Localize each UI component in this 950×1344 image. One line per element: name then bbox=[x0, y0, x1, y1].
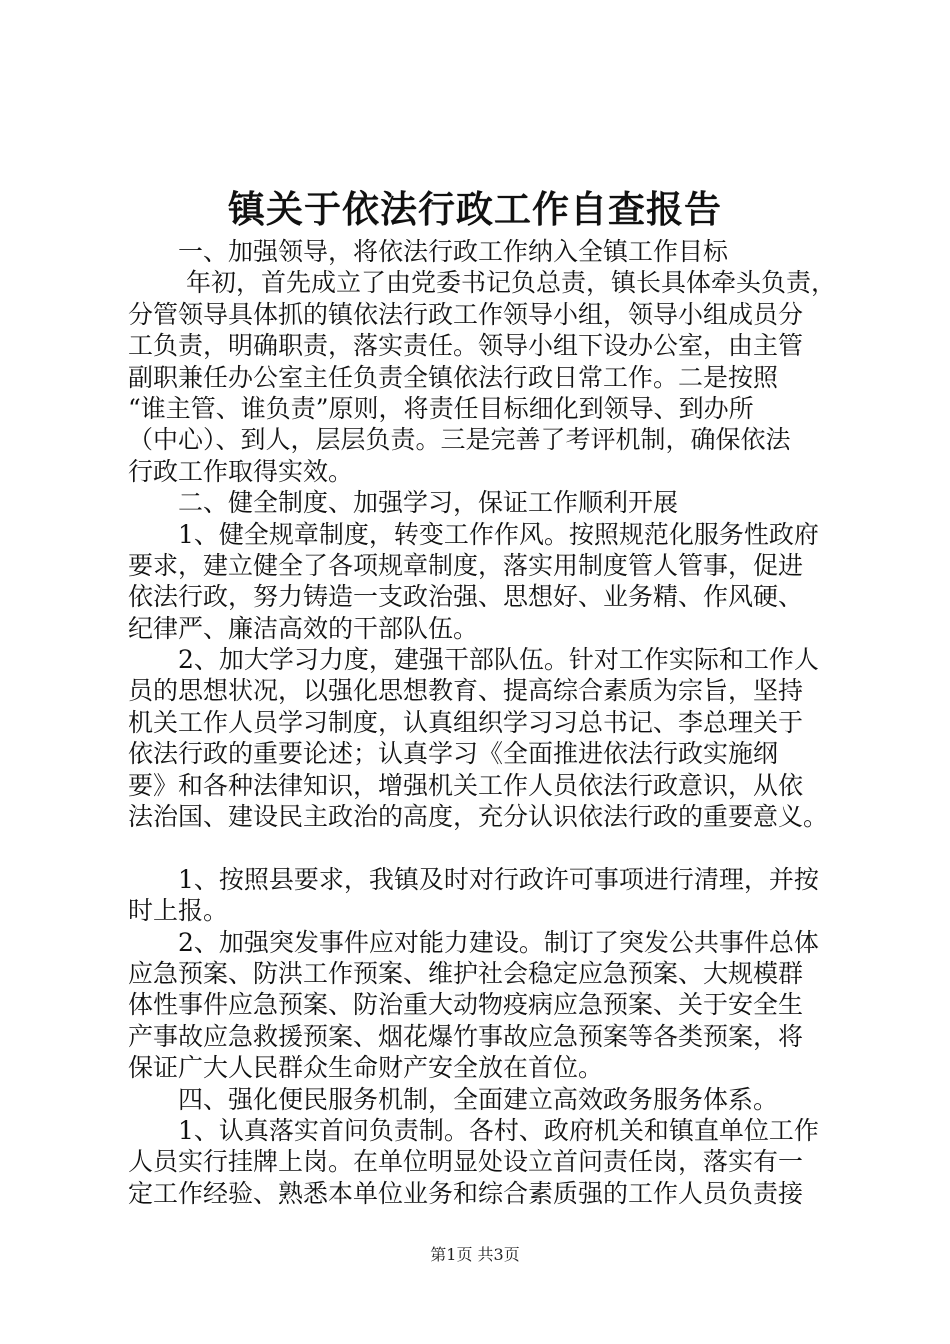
paragraph-line: 依法行政的重要论述；认真学习《全面推进依法行政实施纲 bbox=[128, 739, 779, 769]
paragraph-line: 纪律严、廉洁高效的干部队伍。 bbox=[128, 613, 479, 643]
paragraph-line: 法治国、建设民主政治的高度，充分认识依法行政的重要意义。 bbox=[128, 802, 829, 832]
paragraph-line: 1、按照县要求，我镇及时对行政许可事项进行清理，并按 bbox=[178, 864, 819, 894]
paragraph-line: 工负责，明确职责，落实责任。领导小组下设办公室，由主管 bbox=[128, 331, 804, 361]
paragraph-line: 2、加大学习力度，建强干部队伍。针对工作实际和工作人 bbox=[178, 645, 819, 675]
page-footer: 第1页 共3页 bbox=[430, 1245, 520, 1264]
paragraph-line: 保证广大人民群众生命财产安全放在首位。 bbox=[128, 1053, 604, 1083]
paragraph-line: 要》和各种法律知识，增强机关工作人员依法行政意识，从依 bbox=[128, 770, 804, 800]
paragraph-line: 产事故应急救援预案、烟花爆竹事故应急预案等各类预案，将 bbox=[128, 1021, 804, 1051]
paragraph-line: 时上报。 bbox=[128, 896, 229, 926]
paragraph-line: 应急预案、防洪工作预案、维护社会稳定应急预案、大规模群 bbox=[128, 958, 804, 988]
blank-line bbox=[128, 832, 836, 863]
paragraph-line: （中心）、到人，层层负责。三是完善了考评机制，确保依法 bbox=[128, 425, 791, 455]
section-heading: 一、加强领导，将依法行政工作纳入全镇工作目标 bbox=[178, 237, 729, 266]
paragraph-line: 分管领导具体抓的镇依法行政工作领导小组，领导小组成员分 bbox=[128, 299, 804, 329]
paragraph-line: 定工作经验、熟悉本单位业务和综合素质强的工作人员负责接 bbox=[128, 1178, 804, 1208]
paragraph-line: 年初，首先成立了由党委书记负总责，镇长具体牵头负责， bbox=[186, 268, 837, 298]
paragraph-line: 行政工作取得实效。 bbox=[128, 456, 354, 486]
paragraph-line: 体性事件应急预案、防治重大动物疫病应急预案、关于安全生 bbox=[128, 990, 804, 1020]
document-title: 镇关于依法行政工作自查报告 bbox=[228, 187, 722, 231]
paragraph-line: 机关工作人员学习制度，认真组织学习习总书记、李总理关于 bbox=[128, 707, 804, 737]
paragraph-line: 副职兼任办公室主任负责全镇依法行政日常工作。二是按照 bbox=[128, 362, 779, 392]
paragraph-line: 要求，建立健全了各项规章制度，落实用制度管人管事，促进 bbox=[128, 550, 804, 580]
document-body bbox=[128, 236, 836, 1209]
paragraph-line: “谁主管、谁负责”原则，将责任目标细化到领导、到办所 bbox=[128, 393, 754, 423]
paragraph-line: 员的思想状况，以强化思想教育、提高综合素质为宗旨，坚持 bbox=[128, 676, 804, 706]
paragraph-line: 人员实行挂牌上岗。在单位明显处设立首问责任岗，落实有一 bbox=[128, 1147, 804, 1177]
paragraph-line: 2、加强突发事件应对能力建设。制订了突发公共事件总体 bbox=[178, 927, 819, 957]
section-heading: 二、健全制度、加强学习，保证工作顺利开展 bbox=[178, 488, 679, 518]
paragraph-line: 1、健全规章制度，转变工作作风。按照规范化服务性政府 bbox=[178, 519, 819, 549]
paragraph-line: 依法行政，努力铸造一支政治强、思想好、业务精、作风硬、 bbox=[128, 582, 804, 612]
section-heading: 四、强化便民服务机制，全面建立高效政务服务体系。 bbox=[178, 1084, 779, 1114]
paragraph-line: 1、认真落实首问负责制。各村、政府机关和镇直单位工作 bbox=[178, 1115, 819, 1145]
